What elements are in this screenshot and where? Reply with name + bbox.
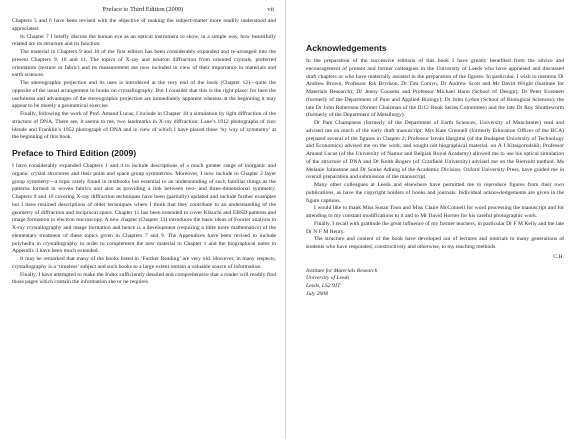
author-address xyxy=(306,268,564,299)
ack-paragraph: Finally, I recall with gratitude the great influence of my former teachers, in particular Dr F M Kelly and the late Dr N F M Henry. xyxy=(306,220,564,235)
intro-paragraph: The stereographic projection and its uses is introduced at the very end of the book (Chapter 12)—quite the opposite of the usual arrangement in books on crystallography. But I consider that this is the right place: for here the usefulness and advantages of the stereographic projection are immediately apparent whereas at the beginning it may appear to be merely a geometrical exercise. xyxy=(12,80,276,110)
section-paragraph: Finally, I have attempted to make the Index sufficiently detailed and comprehensive that a reader will readily find those pages which contain the information she or he requires. xyxy=(12,271,276,286)
section-paragraph: It may be remarked that many of the books listed in ‘Further Reading’ are very old. However, in many respects, crystallography is a ‘timeless’ subject and such books to a large extent remain a valuable source of information. xyxy=(12,256,276,270)
intro-paragraph: Finally, following the work of Prof. Amand Lucas, I include in Chapter 10 a simulation by light diffraction of the structure of DNA. There are, it seems to me, two landmarks in X-ray diffraction: Laue’s 1912 photographs of zinc blende and Franklin’s 1952 photograph of DNA and in view of which I have placed these ‘by way of symmetry’ at the beginning of this book. xyxy=(12,111,276,141)
acknowledgements-body xyxy=(306,43,564,299)
page-number: vii xyxy=(267,6,274,13)
ack-paragraph: Many other colleagues at Leeds and elsewhere have permitted me to reproduce figures from their own publications, as have the copyright holders of books and journals. Individual acknowledgements are given in the figure captions. xyxy=(306,182,564,204)
address-line: Institute for Materials Research xyxy=(306,267,378,274)
address-line: Leeds, LS2 9JT xyxy=(306,283,341,289)
left-text-column xyxy=(12,18,276,287)
ack-paragraph: The structure and content of the book have developed out of lectures and tutorials to many generations of students who have responded, constructively and otherwise, to my teaching methods. xyxy=(306,236,564,250)
address-line: University of Leeds xyxy=(306,275,350,282)
running-head xyxy=(12,5,274,15)
acknowledgements-heading: Acknowledgements xyxy=(306,43,387,53)
date-line: July 2008 xyxy=(306,290,328,297)
intro-paragraph: The material in Chapters 9 and 10 of the first edition has been considerably expanded and re-arranged into the present Chapters 9, 10 and 11. The topics of X-ray and neutron diffraction from oriented crystals, preferred orientation (texture or fabric) and its measurement are now included in view of their importance in materials and earth sciences. xyxy=(12,49,276,79)
running-title: Preface to Third Edition (2009) xyxy=(102,6,184,13)
section-heading: Preface to Third Edition (2009) xyxy=(12,148,137,158)
intro-paragraph: Chapters 5 and 6 have been revised with the objective of making the subject-matter more readily understood and appreciated. xyxy=(12,18,276,32)
right-page xyxy=(286,0,572,439)
section-paragraph: I have considerably expanded Chapters 1 and 4 to include descriptions of a much greater range of inorganic and organic crystal structures and their point and space group symmetries. Moreover, I now include in Chapter 2 layer group symmetry—a topic rarely found in textbooks but essential to an understanding of such familiar things as the patterns formed in woven fabrics and also as providing a link between two- and three-dimensional symmetry. Chapters 9 and 10 covering X-ray diffraction techniques have been (partially) updated and include further examples but I have retained descriptions of older techniques where I think that they contribute to an understanding of the geometry of diffraction and reciprocal space. Chapter 11 has been extended to cover Kikuchi and EBSD patterns and image formation in electron microscopy. A new chapter (Chapter 13) introduces the basic ideas of Fourier analysis in X-ray crystallography and image formation and hence is a development (requiring a little more mathematics) of the elementary treatment of these topics given in Chapters 7 and 9. The Appendices have been revised to include polyhedra in crystallography in order to complement the new material in Chapter 1 and the biographical notes in Appendix 3 have been much extended. xyxy=(12,163,276,255)
intro-paragraph: In Chapter 7 I briefly discuss the human eye as an optical instrument to show, in a simple way, how beautifully related are its structure and its function. xyxy=(12,33,276,48)
ack-paragraph: Dr Pam Champness (formerly of the Department of Earth Sciences, University of Manchester) read and advised me on much of the early draft manuscript; Mrs Kate Crennell (formerly Education Officer of the BCA) prepared several of the figures in Chapter 2; Professor István Hargittai (of the Budapest University of Technology and Economics) advised me on the work, and sought out biographical material, on A I Kitaigorodskii; Professor Amand Lucas (of the University of Namur and Belgian Royal Academy) allowed me to use his optical simulation of the structure of DNA and Dr Keith Rogers (of Cranfield University) advised me on the Rietveld method. Ms Melanie Johnstone and Dr Sonke Adlung of the Academic Division, Oxford University Press, have guided me in overall preparation and submission of the manuscript. xyxy=(306,120,564,181)
right-text-column xyxy=(306,43,564,299)
ack-paragraph: In the preparation of the successive editions of this book I have greatly benefited from the advice and encouragement of present and former colleagues in the University of Leeds who have appraised and discussed draft chapters or who have materially assisted in the preparation of the figures. In particular, I wish to mention Dr Andrew Brown, Professor Rik Brydson, Dr Tim Comyn, Dr Andrew Scott and Mr David Wright (Institute for Materials Research); Dr Jenny Cousens and Professor Michael Hann (School of Design); Dr Peter Evennett (formerly of the Department of Pure and Applied Biology); Dr John Lydon (School of Biological Sciences); the late Dr John Robertson (former Chairman of the IUCr Book Series Committee) and the late Dr Roy Shuttleworth (formerly of the Department of Metallurgy). xyxy=(306,58,564,119)
ack-paragraph: I would like to thank Miss Susan Toon and Miss Claire McConnell for word processing the manuscript and for attending to my constant modifications to it and to Mr David Horner for his careful photographic work. xyxy=(306,205,564,219)
author-initials: C.H. xyxy=(553,253,564,260)
